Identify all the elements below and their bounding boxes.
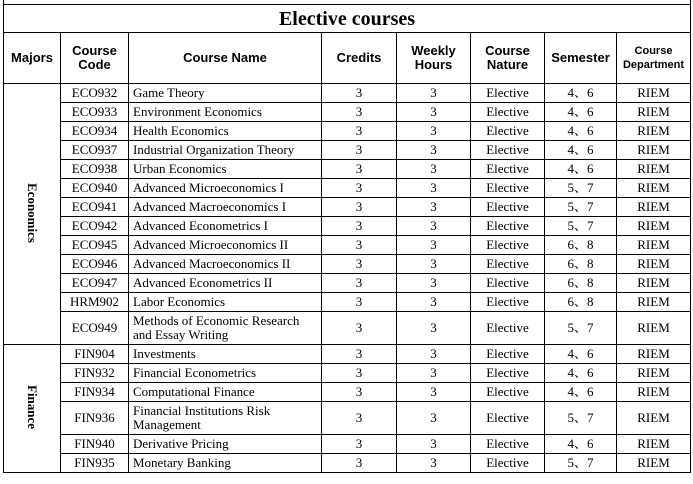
course-name-cell: Advanced Macroeconomics II bbox=[129, 255, 322, 274]
weekly-hours-cell: 3 bbox=[397, 402, 471, 435]
table-row bbox=[4, 402, 691, 435]
course-name-cell: Advanced Econometrics II bbox=[129, 274, 322, 293]
table-row bbox=[4, 312, 691, 345]
semester-cell: 4、6 bbox=[545, 160, 617, 179]
header-row bbox=[4, 33, 691, 84]
course-department-cell: RIEM bbox=[617, 160, 691, 179]
weekly-hours-cell: 3 bbox=[397, 364, 471, 383]
course-code-cell: FIN936 bbox=[61, 402, 129, 435]
course-code-cell: FIN935 bbox=[61, 454, 129, 473]
table-row bbox=[4, 141, 691, 160]
weekly-hours-cell: 3 bbox=[397, 217, 471, 236]
course-nature-cell: Elective bbox=[471, 103, 545, 122]
credits-cell: 3 bbox=[322, 345, 397, 364]
semester-cell: 6、8 bbox=[545, 236, 617, 255]
course-department-cell: RIEM bbox=[617, 454, 691, 473]
table-row bbox=[4, 122, 691, 141]
course-department-cell: RIEM bbox=[617, 383, 691, 402]
credits-cell: 3 bbox=[322, 217, 397, 236]
semester-cell: 6、8 bbox=[545, 255, 617, 274]
course-nature-cell: Elective bbox=[471, 274, 545, 293]
course-name-cell: Labor Economics bbox=[129, 293, 322, 312]
course-department-cell: RIEM bbox=[617, 312, 691, 345]
course-nature-cell: Elective bbox=[471, 236, 545, 255]
table-row bbox=[4, 179, 691, 198]
course-name-cell: Investments bbox=[129, 345, 322, 364]
semester-cell: 4、6 bbox=[545, 122, 617, 141]
course-name-cell: Health Economics bbox=[129, 122, 322, 141]
course-department-cell: RIEM bbox=[617, 402, 691, 435]
weekly-hours-cell: 3 bbox=[397, 274, 471, 293]
course-nature-cell: Elective bbox=[471, 312, 545, 345]
course-code-cell: ECO934 bbox=[61, 122, 129, 141]
credits-cell: 3 bbox=[322, 435, 397, 454]
course-department-cell: RIEM bbox=[617, 255, 691, 274]
weekly-hours-cell: 3 bbox=[397, 383, 471, 402]
course-code-cell: FIN904 bbox=[61, 345, 129, 364]
table-row bbox=[4, 293, 691, 312]
course-nature-cell: Elective bbox=[471, 383, 545, 402]
course-nature-cell: Elective bbox=[471, 160, 545, 179]
major-finance-label: Finance bbox=[25, 384, 40, 430]
document-page bbox=[3, 0, 690, 473]
course-name-cell: Advanced Econometrics I bbox=[129, 217, 322, 236]
semester-cell: 5、7 bbox=[545, 217, 617, 236]
semester-cell: 5、7 bbox=[545, 312, 617, 345]
course-department-cell: RIEM bbox=[617, 122, 691, 141]
semester-cell: 5、7 bbox=[545, 179, 617, 198]
semester-cell: 4、6 bbox=[545, 84, 617, 103]
title-row bbox=[4, 5, 691, 33]
header-course-nature: Course Nature bbox=[471, 33, 545, 84]
course-name-cell: Environment Economics bbox=[129, 103, 322, 122]
credits-cell: 3 bbox=[322, 402, 397, 435]
course-code-cell: ECO945 bbox=[61, 236, 129, 255]
weekly-hours-cell: 3 bbox=[397, 84, 471, 103]
header-semester: Semester bbox=[545, 33, 617, 84]
semester-cell: 4、6 bbox=[545, 383, 617, 402]
semester-cell: 5、7 bbox=[545, 454, 617, 473]
table-row bbox=[4, 364, 691, 383]
course-nature-cell: Elective bbox=[471, 84, 545, 103]
semester-cell: 6、8 bbox=[545, 274, 617, 293]
weekly-hours-cell: 3 bbox=[397, 160, 471, 179]
course-nature-cell: Elective bbox=[471, 435, 545, 454]
course-department-cell: RIEM bbox=[617, 217, 691, 236]
header-course-code: Course Code bbox=[61, 33, 129, 84]
weekly-hours-cell: 3 bbox=[397, 141, 471, 160]
course-nature-cell: Elective bbox=[471, 122, 545, 141]
course-nature-cell: Elective bbox=[471, 364, 545, 383]
course-name-cell: Methods of Economic Research and Essay Writing bbox=[129, 312, 322, 345]
course-code-cell: ECO932 bbox=[61, 84, 129, 103]
weekly-hours-cell: 3 bbox=[397, 454, 471, 473]
credits-cell: 3 bbox=[322, 312, 397, 345]
table-row bbox=[4, 435, 691, 454]
table-row bbox=[4, 255, 691, 274]
table-row bbox=[4, 198, 691, 217]
course-nature-cell: Elective bbox=[471, 217, 545, 236]
semester-cell: 4、6 bbox=[545, 364, 617, 383]
course-code-cell: ECO947 bbox=[61, 274, 129, 293]
weekly-hours-cell: 3 bbox=[397, 255, 471, 274]
course-nature-cell: Elective bbox=[471, 141, 545, 160]
table-title: Elective courses bbox=[4, 5, 691, 33]
course-code-cell: FIN940 bbox=[61, 435, 129, 454]
table-row bbox=[4, 236, 691, 255]
course-code-cell: HRM902 bbox=[61, 293, 129, 312]
major-economics-label: Economics bbox=[25, 182, 40, 243]
table-row bbox=[4, 274, 691, 293]
semester-cell: 4、6 bbox=[545, 141, 617, 160]
course-department-cell: RIEM bbox=[617, 274, 691, 293]
course-nature-cell: Elective bbox=[471, 454, 545, 473]
course-nature-cell: Elective bbox=[471, 179, 545, 198]
course-name-cell: Advanced Macroeconomics I bbox=[129, 198, 322, 217]
course-nature-cell: Elective bbox=[471, 293, 545, 312]
course-name-cell: Financial Econometrics bbox=[129, 364, 322, 383]
course-department-cell: RIEM bbox=[617, 103, 691, 122]
course-department-cell: RIEM bbox=[617, 435, 691, 454]
course-name-cell: Financial Institutions Risk Management bbox=[129, 402, 322, 435]
header-course-department: Course Department bbox=[617, 33, 691, 84]
semester-cell: 6、8 bbox=[545, 293, 617, 312]
course-code-cell: ECO941 bbox=[61, 198, 129, 217]
weekly-hours-cell: 3 bbox=[397, 435, 471, 454]
credits-cell: 3 bbox=[322, 364, 397, 383]
course-department-cell: RIEM bbox=[617, 141, 691, 160]
credits-cell: 3 bbox=[322, 236, 397, 255]
credits-cell: 3 bbox=[322, 293, 397, 312]
weekly-hours-cell: 3 bbox=[397, 198, 471, 217]
credits-cell: 3 bbox=[322, 122, 397, 141]
semester-cell: 5、7 bbox=[545, 402, 617, 435]
major-finance bbox=[4, 345, 61, 473]
course-department-cell: RIEM bbox=[617, 364, 691, 383]
course-code-cell: ECO942 bbox=[61, 217, 129, 236]
header-course-name: Course Name bbox=[129, 33, 322, 84]
weekly-hours-cell: 3 bbox=[397, 103, 471, 122]
course-name-cell: Advanced Microeconomics I bbox=[129, 179, 322, 198]
course-name-cell: Advanced Microeconomics II bbox=[129, 236, 322, 255]
credits-cell: 3 bbox=[322, 255, 397, 274]
header-majors: Majors bbox=[4, 33, 61, 84]
credits-cell: 3 bbox=[322, 141, 397, 160]
course-name-cell: Urban Economics bbox=[129, 160, 322, 179]
weekly-hours-cell: 3 bbox=[397, 293, 471, 312]
table-row bbox=[4, 160, 691, 179]
table-row bbox=[4, 383, 691, 402]
elective-courses-table bbox=[3, 0, 691, 473]
course-department-cell: RIEM bbox=[617, 179, 691, 198]
course-name-cell: Derivative Pricing bbox=[129, 435, 322, 454]
semester-cell: 5、7 bbox=[545, 198, 617, 217]
weekly-hours-cell: 3 bbox=[397, 236, 471, 255]
course-code-cell: ECO940 bbox=[61, 179, 129, 198]
weekly-hours-cell: 3 bbox=[397, 179, 471, 198]
course-name-cell: Game Theory bbox=[129, 84, 322, 103]
credits-cell: 3 bbox=[322, 179, 397, 198]
credits-cell: 3 bbox=[322, 103, 397, 122]
course-department-cell: RIEM bbox=[617, 236, 691, 255]
course-name-cell: Computational Finance bbox=[129, 383, 322, 402]
course-nature-cell: Elective bbox=[471, 402, 545, 435]
course-code-cell: ECO933 bbox=[61, 103, 129, 122]
semester-cell: 4、6 bbox=[545, 435, 617, 454]
weekly-hours-cell: 3 bbox=[397, 345, 471, 364]
table-row bbox=[4, 103, 691, 122]
credits-cell: 3 bbox=[322, 454, 397, 473]
credits-cell: 3 bbox=[322, 160, 397, 179]
course-code-cell: FIN934 bbox=[61, 383, 129, 402]
credits-cell: 3 bbox=[322, 84, 397, 103]
major-economics bbox=[4, 84, 61, 345]
course-code-cell: ECO938 bbox=[61, 160, 129, 179]
credits-cell: 3 bbox=[322, 383, 397, 402]
course-name-cell: Industrial Organization Theory bbox=[129, 141, 322, 160]
semester-cell: 4、6 bbox=[545, 103, 617, 122]
header-weekly-hours: Weekly Hours bbox=[397, 33, 471, 84]
table-row bbox=[4, 454, 691, 473]
course-nature-cell: Elective bbox=[471, 255, 545, 274]
header-credits: Credits bbox=[322, 33, 397, 84]
table-row bbox=[4, 345, 691, 364]
table-row bbox=[4, 217, 691, 236]
semester-cell: 4、6 bbox=[545, 345, 617, 364]
course-department-cell: RIEM bbox=[617, 84, 691, 103]
course-nature-cell: Elective bbox=[471, 198, 545, 217]
course-department-cell: RIEM bbox=[617, 345, 691, 364]
course-code-cell: ECO937 bbox=[61, 141, 129, 160]
credits-cell: 3 bbox=[322, 198, 397, 217]
course-code-cell: ECO946 bbox=[61, 255, 129, 274]
course-nature-cell: Elective bbox=[471, 345, 545, 364]
weekly-hours-cell: 3 bbox=[397, 312, 471, 345]
course-code-cell: FIN932 bbox=[61, 364, 129, 383]
course-code-cell: ECO949 bbox=[61, 312, 129, 345]
course-department-cell: RIEM bbox=[617, 293, 691, 312]
table-row bbox=[4, 84, 691, 103]
weekly-hours-cell: 3 bbox=[397, 122, 471, 141]
course-department-cell: RIEM bbox=[617, 198, 691, 217]
credits-cell: 3 bbox=[322, 274, 397, 293]
course-name-cell: Monetary Banking bbox=[129, 454, 322, 473]
